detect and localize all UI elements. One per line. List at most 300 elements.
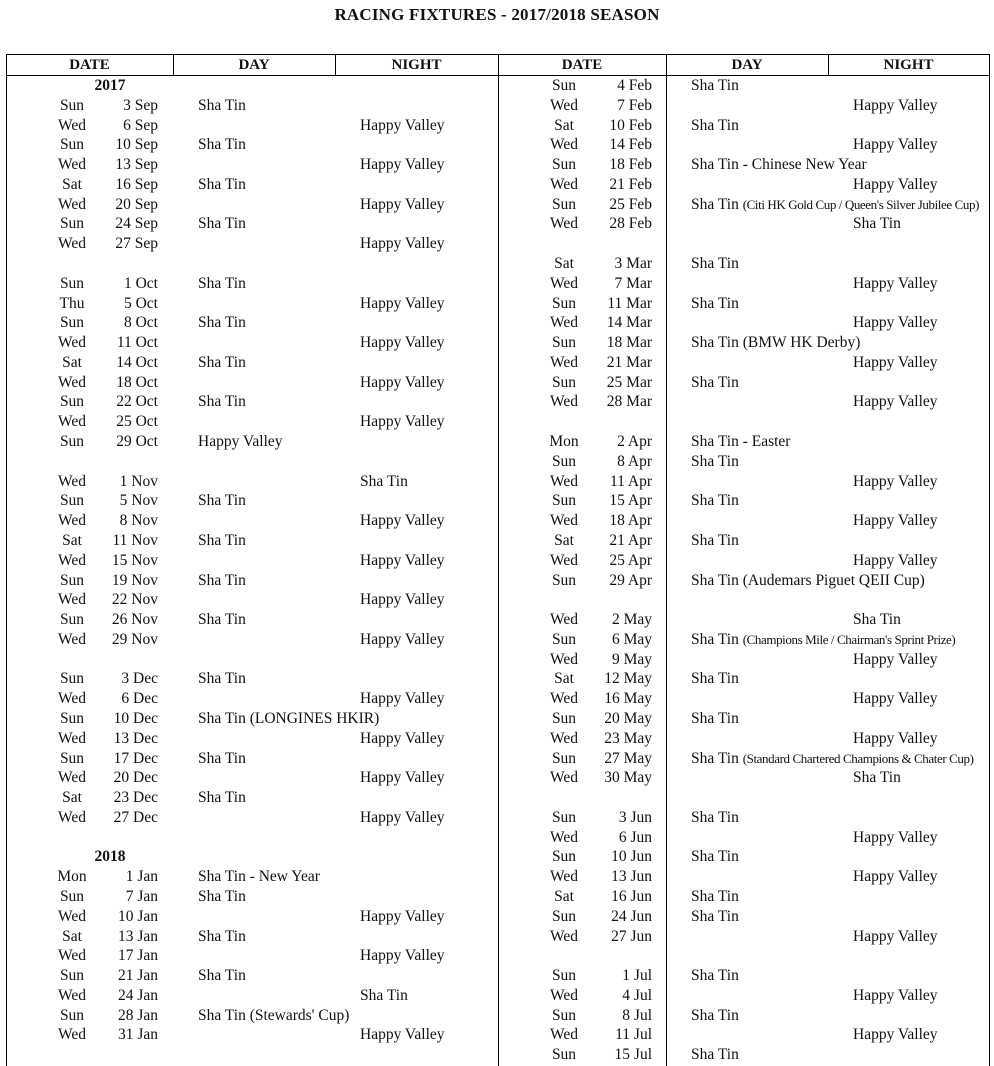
day-meeting: Sha Tin bbox=[691, 1046, 739, 1064]
right-fixture-row bbox=[0, 966, 994, 986]
date: 13 Sep bbox=[115, 156, 158, 174]
right-fixture-row bbox=[0, 531, 994, 551]
date: 13 Jun bbox=[611, 868, 652, 886]
day-meeting: Sha Tin (Audemars Piguet QEII Cup) bbox=[691, 571, 925, 589]
right-fixture-row bbox=[0, 709, 994, 729]
weekday: Wed bbox=[549, 868, 579, 886]
right-fixture-row bbox=[0, 887, 994, 907]
date: 24 Jun bbox=[611, 907, 652, 925]
night-meeting: Happy Valley bbox=[853, 96, 938, 114]
weekday: Wed bbox=[549, 927, 579, 945]
weekday: Wed bbox=[57, 769, 87, 787]
weekday: Wed bbox=[57, 808, 87, 826]
date: 25 Apr bbox=[609, 551, 652, 569]
weekday: Sat bbox=[554, 255, 574, 273]
left-fixture-row bbox=[0, 234, 994, 254]
date: 14 Mar bbox=[606, 314, 652, 332]
date: 21 Jan bbox=[117, 967, 158, 985]
day-meeting: Sha Tin bbox=[691, 77, 739, 94]
right-fixture-row bbox=[0, 927, 994, 947]
weekday: Wed bbox=[549, 828, 579, 846]
right-fixture-row bbox=[0, 729, 994, 749]
date: 15 Apr bbox=[609, 492, 652, 510]
night-meeting: Happy Valley bbox=[853, 868, 938, 886]
weekday: Wed bbox=[549, 1026, 579, 1044]
right-fixture-row bbox=[0, 274, 994, 294]
date: 27 Jun bbox=[611, 927, 652, 945]
day-meeting: Sha Tin bbox=[691, 709, 739, 727]
night-meeting: Happy Valley bbox=[853, 353, 938, 371]
date: 16 Sep bbox=[115, 175, 158, 193]
date: 1 Oct bbox=[123, 274, 158, 292]
weekday: Sun bbox=[551, 1006, 577, 1024]
night-meeting: Happy Valley bbox=[360, 551, 445, 569]
left-fixture-row bbox=[0, 946, 994, 966]
night-meeting: Happy Valley bbox=[360, 116, 445, 134]
date: 3 Dec bbox=[121, 670, 158, 688]
weekday: Sun bbox=[59, 967, 85, 985]
left-fixture-row bbox=[0, 590, 994, 610]
weekday: Sat bbox=[62, 927, 82, 945]
weekday: Wed bbox=[549, 690, 579, 708]
weekday: Sun bbox=[551, 195, 577, 213]
weekday: Wed bbox=[549, 215, 579, 233]
night-meeting: Happy Valley bbox=[853, 927, 938, 945]
right-fixture-row bbox=[0, 491, 994, 511]
right-fixture-row bbox=[0, 333, 994, 353]
date: 28 Jan bbox=[117, 1006, 158, 1024]
weekday: Sun bbox=[551, 1046, 577, 1064]
weekday: Sun bbox=[59, 1006, 85, 1024]
day-meeting: Sha Tin bbox=[198, 611, 246, 629]
date: 30 May bbox=[604, 769, 652, 787]
day-meeting-with-note bbox=[691, 630, 955, 650]
year-label: 2017 bbox=[94, 77, 126, 94]
weekday: Sun bbox=[59, 393, 85, 411]
day-meeting: Sha Tin bbox=[691, 670, 739, 688]
table-top-rule bbox=[6, 54, 990, 55]
weekday: Sun bbox=[551, 492, 577, 510]
weekday: Sat bbox=[62, 175, 82, 193]
day-meeting: Sha Tin bbox=[198, 314, 246, 332]
right-fixture-row bbox=[0, 214, 994, 234]
header-night-right: NIGHT bbox=[883, 57, 934, 73]
day-meeting: Sha Tin bbox=[691, 373, 739, 391]
day-meeting: Sha Tin bbox=[198, 531, 246, 549]
date: 10 Dec bbox=[113, 709, 158, 727]
date: 19 Nov bbox=[111, 571, 158, 589]
date: 14 Feb bbox=[609, 136, 652, 154]
date: 11 Nov bbox=[112, 531, 158, 549]
right-fixture-row bbox=[0, 907, 994, 927]
day-meeting: Sha Tin bbox=[691, 452, 739, 470]
night-meeting: Happy Valley bbox=[360, 769, 445, 787]
right-fixture-row bbox=[0, 511, 994, 531]
day-meeting: Sha Tin bbox=[198, 215, 246, 233]
weekday: Sat bbox=[62, 789, 82, 807]
header-day-left: DAY bbox=[238, 57, 270, 73]
right-fixture-row bbox=[0, 254, 994, 274]
right-fixture-row bbox=[0, 313, 994, 333]
date: 3 Sep bbox=[123, 96, 158, 114]
date: 28 Feb bbox=[609, 215, 652, 233]
night-meeting: Happy Valley bbox=[360, 413, 445, 431]
right-fixture-row bbox=[0, 432, 994, 452]
weekday: Wed bbox=[549, 353, 579, 371]
date: 3 Jun bbox=[618, 808, 652, 826]
weekday: Sun bbox=[59, 709, 85, 727]
weekday: Wed bbox=[549, 136, 579, 154]
weekday: Sun bbox=[551, 294, 577, 312]
date: 25 Feb bbox=[609, 195, 652, 213]
day-meeting: Sha Tin bbox=[691, 531, 739, 549]
day-meeting: Sha Tin bbox=[691, 116, 739, 134]
weekday: Wed bbox=[57, 947, 87, 965]
date: 11 Apr bbox=[609, 472, 652, 490]
date: 10 Jun bbox=[611, 848, 652, 866]
right-fixture-row bbox=[0, 847, 994, 867]
right-fixture-row bbox=[0, 155, 994, 175]
night-meeting: Happy Valley bbox=[360, 630, 445, 648]
date: 10 Feb bbox=[609, 116, 652, 134]
night-meeting: Happy Valley bbox=[360, 808, 445, 826]
weekday: Wed bbox=[57, 591, 87, 609]
night-meeting: Sha Tin bbox=[853, 769, 901, 787]
date: 18 Oct bbox=[116, 373, 158, 391]
right-fixture-row bbox=[0, 551, 994, 571]
weekday: Sun bbox=[551, 571, 577, 589]
date: 27 Sep bbox=[115, 235, 158, 253]
date: 23 May bbox=[604, 729, 652, 747]
date: 16 May bbox=[604, 690, 652, 708]
day-meeting: Sha Tin bbox=[198, 274, 246, 292]
date: 29 Nov bbox=[111, 630, 158, 648]
night-meeting: Happy Valley bbox=[853, 729, 938, 747]
day-meeting-with-note bbox=[691, 195, 979, 215]
date: 4 Feb bbox=[617, 77, 652, 94]
weekday: Sun bbox=[551, 848, 577, 866]
right-fixture-row bbox=[0, 175, 994, 195]
night-meeting: Happy Valley bbox=[853, 690, 938, 708]
date: 5 Nov bbox=[119, 492, 158, 510]
date: 18 Feb bbox=[609, 156, 652, 174]
weekday: Sun bbox=[59, 611, 85, 629]
right-fixture-row bbox=[0, 76, 994, 96]
weekday: Wed bbox=[57, 373, 87, 391]
right-fixture-row bbox=[0, 472, 994, 492]
date: 25 Oct bbox=[116, 413, 158, 431]
weekday: Sun bbox=[59, 433, 85, 451]
night-meeting: Happy Valley bbox=[853, 314, 938, 332]
date: 15 Nov bbox=[111, 551, 158, 569]
weekday: Wed bbox=[549, 986, 579, 1004]
right-fixture-row bbox=[0, 392, 994, 412]
weekday: Wed bbox=[549, 314, 579, 332]
right-fixture-row bbox=[0, 828, 994, 848]
night-meeting: Happy Valley bbox=[360, 373, 445, 391]
day-meeting: Sha Tin bbox=[198, 393, 246, 411]
weekday: Sun bbox=[59, 136, 85, 154]
night-meeting: Happy Valley bbox=[853, 512, 938, 530]
race-note: (Standard Chartered Champions & Chater Cup) bbox=[742, 750, 974, 766]
right-fixture-row bbox=[0, 867, 994, 887]
weekday: Wed bbox=[549, 393, 579, 411]
night-meeting: Happy Valley bbox=[360, 729, 445, 747]
weekday: Mon bbox=[549, 433, 579, 451]
night-meeting: Happy Valley bbox=[853, 136, 938, 154]
night-meeting: Happy Valley bbox=[853, 1026, 938, 1044]
right-fixture-row bbox=[0, 630, 994, 650]
day-meeting: Sha Tin bbox=[198, 967, 246, 985]
date: 11 Oct bbox=[116, 334, 158, 352]
right-fixture-row bbox=[0, 669, 994, 689]
night-meeting: Happy Valley bbox=[360, 591, 445, 609]
day-meeting: Sha Tin bbox=[691, 749, 739, 767]
right-fixture-row bbox=[0, 749, 994, 769]
weekday: Wed bbox=[57, 195, 87, 213]
weekday: Sat bbox=[554, 116, 574, 134]
date: 6 Jun bbox=[618, 828, 652, 846]
date: 10 Jan bbox=[117, 907, 158, 925]
day-meeting: Happy Valley bbox=[198, 433, 283, 451]
date: 6 May bbox=[611, 630, 652, 648]
date: 3 Mar bbox=[614, 255, 652, 273]
date: 17 Dec bbox=[113, 749, 158, 767]
date: 2 Apr bbox=[617, 433, 652, 451]
race-note: (Citi HK Gold Cup / Queen's Silver Jubilee Cup) bbox=[742, 196, 980, 212]
weekday: Sun bbox=[59, 274, 85, 292]
weekday: Sun bbox=[551, 907, 577, 925]
day-meeting: Sha Tin (Stewards' Cup) bbox=[198, 1006, 350, 1024]
night-meeting: Happy Valley bbox=[360, 947, 445, 965]
weekday: Sun bbox=[551, 156, 577, 174]
date: 18 Mar bbox=[606, 334, 652, 352]
right-fixture-row bbox=[0, 1045, 994, 1065]
day-meeting: Sha Tin bbox=[691, 492, 739, 510]
right-fixture-row bbox=[0, 373, 994, 393]
date: 21 Feb bbox=[609, 175, 652, 193]
weekday: Sun bbox=[551, 749, 577, 767]
weekday: Wed bbox=[549, 611, 579, 629]
header-date-right: DATE bbox=[561, 57, 603, 73]
weekday: Sun bbox=[551, 373, 577, 391]
weekday: Sat bbox=[554, 531, 574, 549]
date: 15 Jul bbox=[614, 1046, 652, 1064]
weekday: Wed bbox=[57, 156, 87, 174]
date: 12 May bbox=[604, 670, 652, 688]
date: 16 Jun bbox=[611, 887, 652, 905]
date: 7 Mar bbox=[614, 274, 652, 292]
day-meeting-with-note bbox=[691, 749, 974, 769]
right-fixture-row bbox=[0, 986, 994, 1006]
date: 27 Dec bbox=[113, 808, 158, 826]
right-fixture-row bbox=[0, 1025, 994, 1045]
night-meeting: Sha Tin bbox=[853, 611, 901, 629]
date: 1 Jan bbox=[125, 868, 158, 886]
day-meeting: Sha Tin bbox=[198, 492, 246, 510]
weekday: Wed bbox=[57, 551, 87, 569]
date: 4 Jul bbox=[622, 986, 652, 1004]
date: 29 Apr bbox=[609, 571, 652, 589]
day-meeting: Sha Tin bbox=[198, 353, 246, 371]
date: 27 May bbox=[604, 749, 652, 767]
night-meeting: Happy Valley bbox=[360, 1026, 445, 1044]
right-fixture-row bbox=[0, 353, 994, 373]
weekday: Wed bbox=[57, 116, 87, 134]
right-fixture-row bbox=[0, 135, 994, 155]
right-fixture-row bbox=[0, 1006, 994, 1026]
right-fixture-row bbox=[0, 294, 994, 314]
night-meeting: Happy Valley bbox=[853, 986, 938, 1004]
weekday: Wed bbox=[57, 334, 87, 352]
night-meeting: Happy Valley bbox=[360, 235, 445, 253]
date: 21 Apr bbox=[609, 531, 652, 549]
weekday: Wed bbox=[57, 907, 87, 925]
weekday: Wed bbox=[549, 175, 579, 193]
weekday: Sat bbox=[62, 353, 82, 371]
date: 17 Jan bbox=[117, 947, 158, 965]
date: 24 Jan bbox=[117, 986, 158, 1004]
night-meeting: Happy Valley bbox=[853, 274, 938, 292]
weekday: Sun bbox=[59, 215, 85, 233]
day-meeting: Sha Tin bbox=[691, 195, 739, 213]
header-date-left: DATE bbox=[69, 57, 110, 73]
weekday: Sat bbox=[554, 887, 574, 905]
date: 7 Jan bbox=[125, 887, 158, 905]
night-meeting: Sha Tin bbox=[853, 215, 901, 233]
night-meeting: Sha Tin bbox=[360, 472, 408, 490]
date: 9 May bbox=[611, 650, 652, 668]
weekday: Sun bbox=[551, 630, 577, 648]
page-title: RACING FIXTURES - 2017/2018 SEASON bbox=[334, 5, 660, 24]
date: 1 Nov bbox=[119, 472, 158, 490]
day-meeting: Sha Tin bbox=[198, 175, 246, 193]
weekday: Sun bbox=[59, 96, 85, 114]
right-fixture-row bbox=[0, 116, 994, 136]
date: 8 Oct bbox=[123, 314, 158, 332]
right-fixture-row bbox=[0, 571, 994, 591]
date: 2 May bbox=[611, 611, 652, 629]
weekday: Wed bbox=[549, 551, 579, 569]
day-meeting: Sha Tin bbox=[691, 1006, 739, 1024]
night-meeting: Happy Valley bbox=[853, 472, 938, 490]
night-meeting: Happy Valley bbox=[853, 650, 938, 668]
weekday: Sun bbox=[59, 314, 85, 332]
date: 1 Jul bbox=[622, 967, 652, 985]
race-note: (Champions Mile / Chairman's Sprint Prize) bbox=[742, 631, 956, 647]
right-fixture-row bbox=[0, 768, 994, 788]
night-meeting: Happy Valley bbox=[853, 828, 938, 846]
right-fixture-row bbox=[0, 195, 994, 215]
night-meeting: Happy Valley bbox=[360, 334, 445, 352]
date: 8 Jul bbox=[622, 1006, 652, 1024]
date: 6 Sep bbox=[123, 116, 158, 134]
header-day-right: DAY bbox=[731, 57, 763, 73]
weekday: Sun bbox=[59, 492, 85, 510]
year-label: 2018 bbox=[94, 848, 126, 866]
night-meeting: Happy Valley bbox=[360, 195, 445, 213]
date: 28 Mar bbox=[606, 393, 652, 411]
weekday: Wed bbox=[57, 235, 87, 253]
day-meeting: Sha Tin bbox=[691, 255, 739, 273]
weekday: Sun bbox=[551, 967, 577, 985]
left-fixture-row bbox=[0, 788, 994, 808]
date: 6 Dec bbox=[121, 690, 158, 708]
date: 21 Mar bbox=[606, 353, 652, 371]
date: 26 Nov bbox=[111, 611, 158, 629]
night-meeting: Happy Valley bbox=[853, 393, 938, 411]
weekday: Wed bbox=[57, 630, 87, 648]
date: 20 May bbox=[604, 709, 652, 727]
day-meeting: Sha Tin bbox=[198, 136, 246, 154]
weekday: Sun bbox=[59, 887, 85, 905]
day-meeting: Sha Tin (LONGINES HKIR) bbox=[198, 709, 380, 727]
right-fixture-row bbox=[0, 452, 994, 472]
weekday: Wed bbox=[57, 729, 87, 747]
weekday: Wed bbox=[57, 413, 87, 431]
weekday: Wed bbox=[57, 472, 87, 490]
weekday: Sun bbox=[59, 670, 85, 688]
day-meeting: Sha Tin - Chinese New Year bbox=[691, 156, 867, 174]
weekday: Sun bbox=[551, 808, 577, 826]
date: 7 Feb bbox=[617, 96, 652, 114]
night-meeting: Happy Valley bbox=[360, 907, 445, 925]
weekday: Sun bbox=[59, 749, 85, 767]
weekday: Wed bbox=[549, 274, 579, 292]
date: 8 Apr bbox=[617, 452, 652, 470]
day-meeting: Sha Tin (BMW HK Derby) bbox=[691, 334, 861, 352]
header-night-left: NIGHT bbox=[391, 57, 442, 73]
date: 29 Oct bbox=[116, 433, 158, 451]
night-meeting: Happy Valley bbox=[360, 294, 445, 312]
date: 13 Jan bbox=[117, 927, 158, 945]
day-meeting: Sha Tin bbox=[198, 749, 246, 767]
day-meeting: Sha Tin bbox=[691, 294, 739, 312]
day-meeting: Sha Tin bbox=[198, 887, 246, 905]
right-fixture-row bbox=[0, 96, 994, 116]
date: 20 Dec bbox=[113, 769, 158, 787]
right-fixture-row bbox=[0, 650, 994, 670]
date: 8 Nov bbox=[119, 512, 158, 530]
night-meeting: Happy Valley bbox=[853, 551, 938, 569]
day-meeting: Sha Tin bbox=[691, 848, 739, 866]
day-meeting: Sha Tin bbox=[198, 670, 246, 688]
weekday: Wed bbox=[549, 729, 579, 747]
weekday: Wed bbox=[549, 96, 579, 114]
weekday: Wed bbox=[57, 1026, 87, 1044]
night-meeting: Happy Valley bbox=[853, 175, 938, 193]
date: 25 Mar bbox=[606, 373, 652, 391]
date: 5 Oct bbox=[123, 294, 158, 312]
night-meeting: Happy Valley bbox=[360, 512, 445, 530]
weekday: Mon bbox=[57, 868, 87, 886]
weekday: Wed bbox=[549, 512, 579, 530]
night-meeting: Happy Valley bbox=[360, 690, 445, 708]
weekday: Sun bbox=[551, 709, 577, 727]
day-meeting: Sha Tin bbox=[691, 808, 739, 826]
weekday: Sun bbox=[59, 571, 85, 589]
day-meeting: Sha Tin bbox=[198, 571, 246, 589]
weekday: Wed bbox=[549, 769, 579, 787]
day-meeting: Sha Tin bbox=[198, 927, 246, 945]
night-meeting: Sha Tin bbox=[360, 986, 408, 1004]
night-meeting: Happy Valley bbox=[360, 156, 445, 174]
date: 18 Apr bbox=[609, 512, 652, 530]
day-meeting: Sha Tin bbox=[198, 789, 246, 807]
day-meeting: Sha Tin - New Year bbox=[198, 868, 320, 886]
weekday: Thu bbox=[59, 294, 85, 312]
weekday: Sun bbox=[551, 77, 577, 94]
